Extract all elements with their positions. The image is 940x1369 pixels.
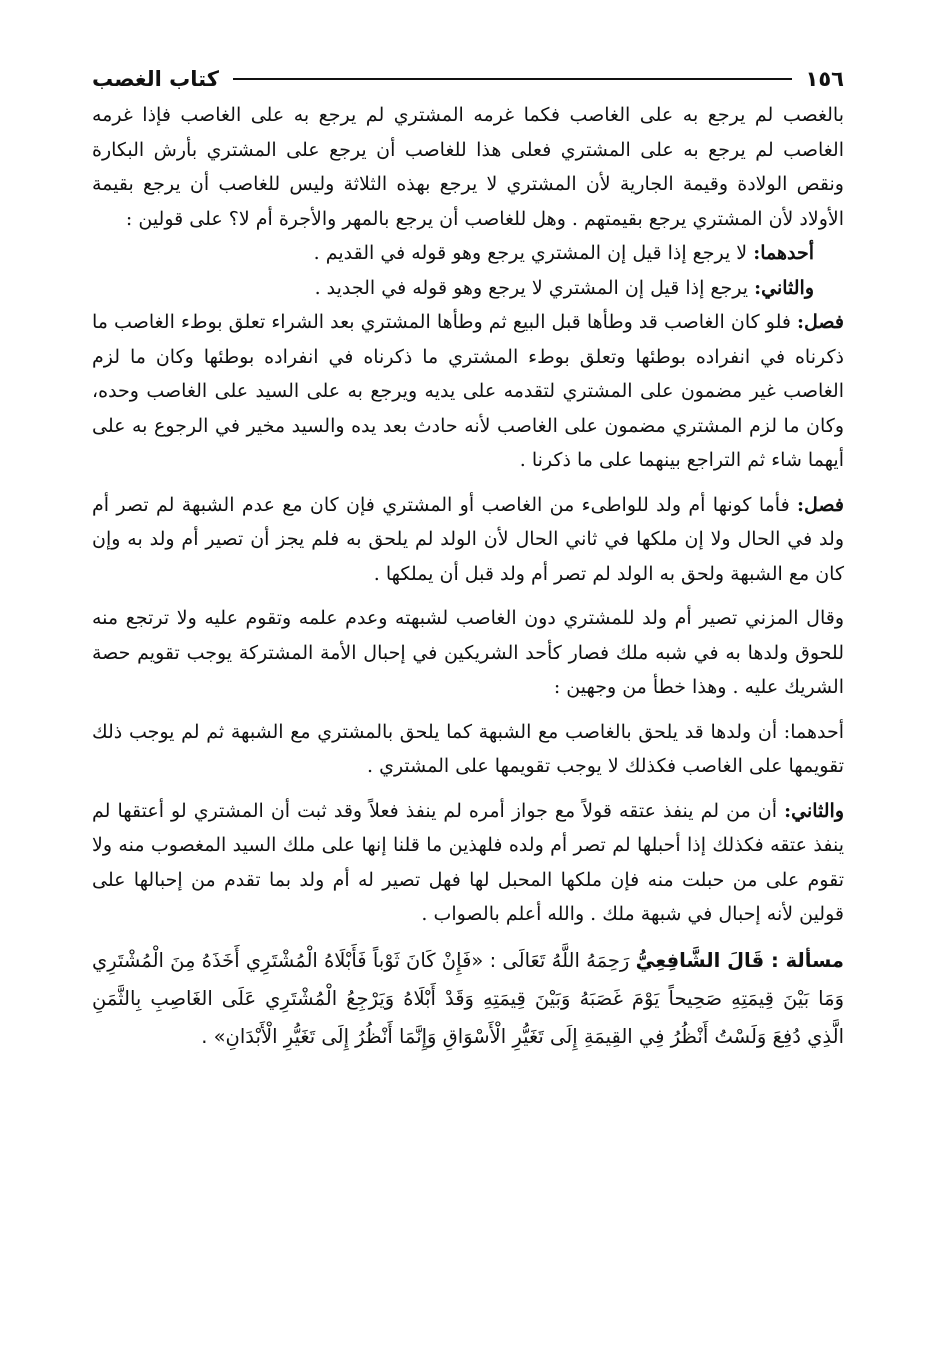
masala-paragraph: مسألة : قَالَ الشَّافِعِيُّ رَحِمَهُ اللَّهُ تَعَالَى : «فَإِنْ كَانَ ثَوْباً فَأَبْلَاهُ الْمُشْتَرِي أَخَذَهُ مِنَ الْمُشْتَرِي وَمَا بَيْنَ قِيمَتِهِ صَحِيحاً يَوْمَ غَصَبَهُ وَبَيْنَ قِيمَتِهِ وَقَدْ أَبْلَاهُ وَيَرْجِعُ الْمُشْتَرِي عَلَى الغَاصِبِ بِالثَّمَنِ الَّذِي دُفِعَ وَلَسْتُ أَنْظُرُ فِي القِيمَةِ إِلَى تَغَيُّرِ الْأَسْوَاقِ وَإِنَّمَا أَنْظُرُ إِلَى تَغَيُّرِ الْأَبْدَانِ» . <box>92 948 844 1048</box>
paragraph-label: والثاني: <box>754 276 814 299</box>
page-header <box>92 62 844 96</box>
masala-label: مسألة : قَالَ الشَّافِعِيُّ <box>635 948 844 972</box>
paragraph-7: أحدهما: أن ولدها قد يلحق بالغاصب مع الشبهة كما يلحق بالمشتري مع الشبهة ثم لم يوجب ذلك تقويمها على الغاصب فكذلك لا يوجب تقويمها على المشتري . <box>92 720 844 777</box>
paragraph-8: والثاني: أن من لم ينفذ عتقه قولاً مع جواز أمره لم ينفذ فعلاً وقد ثبت أن المشتري لو أعتقها لم ينفذ عتقه فكذلك إذا أحبلها لم تصر أم ولده فلهذين ما قلنا إنها على ملك السيد المغصوب منه ولا تقوم على من حبلت منه فإن ملكها المحبل لها فهل تصير له أم ولد بما تقدم من إحبالها على قولين لأنه إحبال في شبهة ملك . والله أعلم بالصواب . <box>92 799 844 925</box>
header-rule <box>233 78 792 80</box>
page-number: ١٥٦ <box>805 67 844 91</box>
document-page <box>92 62 844 1352</box>
paragraph-label: والثاني: <box>784 799 844 822</box>
paragraph-label: أحدهما: <box>753 242 814 264</box>
paragraph-4: فصل: فلو كان الغاصب قد وطأها قبل البيع ثم وطأها المشتري بعد الشراء تعلق بوطء الغاصب ما ذكرناه في انفراده بوطئها وتعلق بوطء المشتري ما ذكرناه في انفراده بوطئها وكان ما لزم الغاصب غير مضمون على المشتري لتقدمه على يديه ويرجع به على السيد على الغاصب وحده، وكان ما لزم المشتري مضمون على الغاصب لأنه حادث بعد يده والسيد مخير في الرجوع به على أيهما شاء ثم التراجع بينهما على ما ذكرنا . <box>92 311 844 471</box>
paragraph-5: فصل: فأما كونها أم ولد للواطىء من الغاصب أو المشتري فإن كان مع عدم الشبهة لم تصر أم ولد في الحال ولا إن ملكها في ثاني الحال لأن الولد لم يلحق به فلم يجز أن تصير أم ولد به وإن كان مع الشبهة ولحق به الولد لم تصر أم ولد قبل أن يملكها . <box>92 493 844 585</box>
paragraph-label: فصل: <box>797 493 844 516</box>
page-body <box>92 98 844 1056</box>
paragraph-label: فصل: <box>797 311 844 333</box>
paragraph-2: أحدهما: لا يرجع إذا قيل إن المشتري يرجع وهو قوله في القديم . <box>313 242 814 264</box>
paragraph-6: وقال المزني تصير أم ولد للمشتري دون الغاصب لشبهته وعدم علمه وتقوم عليه ولا ترتجع منه للحوق ولدها به في شبه ملك فصار كأحد الشريكين في إحبال الأمة المشتركة يوجب تقويم حصة الشريك عليه . وهذا خطأ من وجهين : <box>92 607 844 698</box>
paragraph-1: بالغصب لم يرجع به على الغاصب فكما غرمه المشتري لم يرجع به على الغاصب فإذا غرمه الغاصب لم يرجع به على المشتري فعلى هذا للغاصب أن يرجع على المشتري بأرش البكارة ونقص الولادة وقيمة الجارية لأن المشتري لا يرجع بهذه الثلاثة وليس للغاصب أن يرجع بقيمة الأولاد لأن المشتري يرجع بقيمتهم . وهل للغاصب أن يرجع بالمهر والأجرة أم لا؟ على قولين : <box>92 104 844 230</box>
chapter-title: كتاب الغصب <box>92 67 219 91</box>
paragraph-3: والثاني: يرجع إذا قيل إن المشتري لا يرجع وهو قوله في الجديد . <box>314 276 814 299</box>
